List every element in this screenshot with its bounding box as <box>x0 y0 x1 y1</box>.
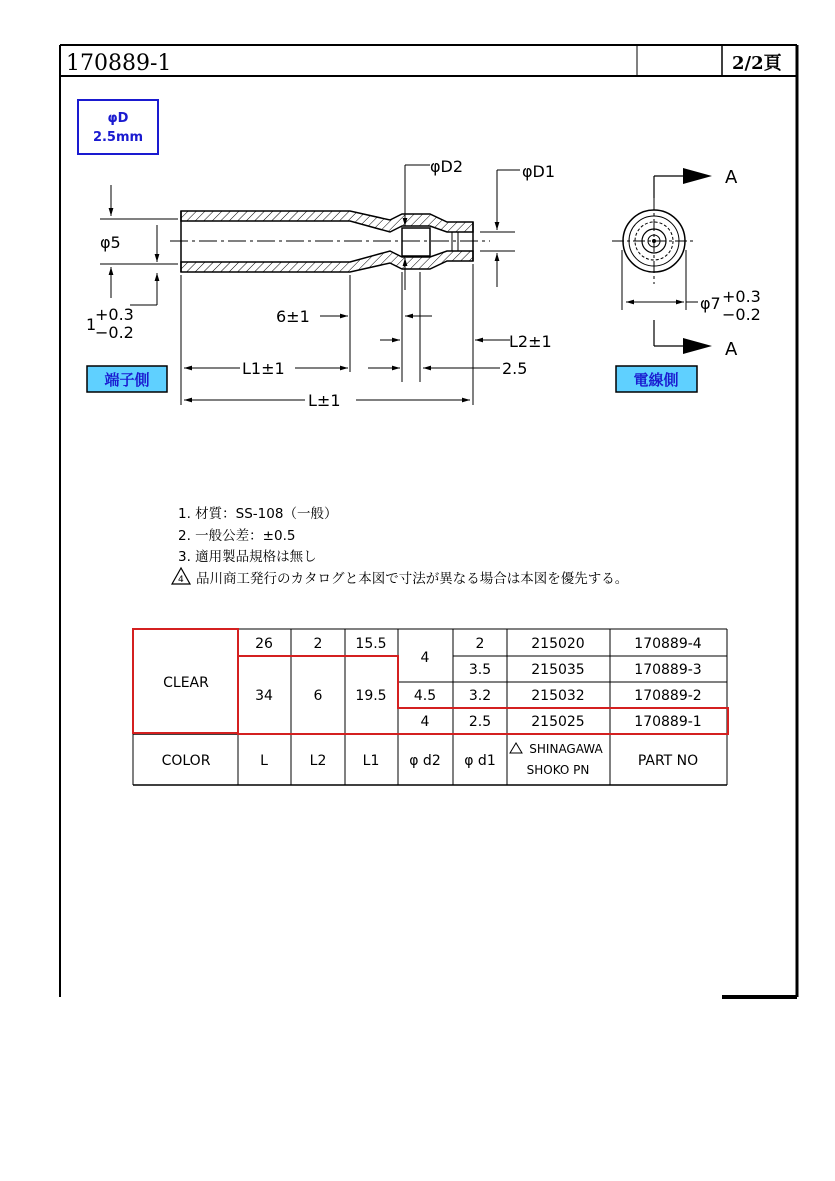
wire-side-badge <box>616 366 697 392</box>
side-view <box>170 211 490 272</box>
row2-part: 170889-3 <box>634 662 702 678</box>
row3-pn: 215032 <box>531 688 585 704</box>
dim-6-label: 6±1 <box>276 307 310 326</box>
tol-1-plus: +0.3 <box>95 305 134 324</box>
row2-d1: 3.5 <box>468 662 492 678</box>
row4-pn: 215025 <box>531 714 585 730</box>
table-row: 26 <box>255 636 273 652</box>
header-l1: L1 <box>362 753 380 769</box>
row2-l2: 6 <box>313 688 323 704</box>
tol-1-base: 1 <box>86 315 97 334</box>
header-d2: φ d2 <box>409 753 441 769</box>
header-l2: L2 <box>309 753 327 769</box>
drawing-frame <box>60 45 797 997</box>
page-indicator: 2/2頁 <box>732 53 782 74</box>
row4-part: 170889-1 <box>634 714 702 730</box>
header-shinagawa-2: SHOKO PN <box>526 763 590 777</box>
row2-pn: 215035 <box>531 662 585 678</box>
badge-symbol: φD <box>107 111 129 126</box>
row1-d1: 2 <box>475 636 485 652</box>
inner-bore-ring <box>402 228 430 256</box>
badge-value: 2.5mm <box>92 130 144 145</box>
dim-l-label: L±1 <box>308 391 341 410</box>
header-part: PART NO <box>637 753 699 769</box>
row2-l1: 19.5 <box>355 688 387 704</box>
row1-pn: 215020 <box>531 636 585 652</box>
row4-d1: 2.5 <box>468 714 492 730</box>
header-l: L <box>260 753 268 769</box>
table-cells <box>162 636 702 777</box>
note-4: 品川商工発行のカタログと本図で寸法が異なる場合は本図を優先する。 <box>196 571 629 587</box>
dim-l1-label: L1±1 <box>242 359 285 378</box>
row1-d2: 4 <box>420 650 430 666</box>
header-shinagawa-1: SHINAGAWA <box>529 742 603 756</box>
notes <box>172 505 628 587</box>
row1-l1: 15.5 <box>355 636 387 652</box>
end-view <box>612 168 712 354</box>
note-3: 3. 適用製品規格は無し <box>178 549 317 565</box>
warning-digit: 4 <box>178 575 184 585</box>
row2-l: 34 <box>255 688 273 704</box>
row4-d2: 4 <box>420 714 430 730</box>
tol-1-minus: −0.2 <box>95 323 134 342</box>
tol-7-minus: −0.2 <box>722 305 761 324</box>
dim-d2-label: φD2 <box>430 157 464 176</box>
header-d1: φ d1 <box>464 753 496 769</box>
drawing-number: 170889-1 <box>66 51 172 76</box>
dim-25-label: 2.5 <box>502 359 528 378</box>
terminal-side-label: 端子側 <box>104 371 150 389</box>
note-1: 1. 材質：SS-108（一般） <box>178 506 338 522</box>
warning-triangle-icon <box>510 743 522 753</box>
row3-d1: 3.2 <box>468 688 492 704</box>
row1-l2: 2 <box>313 636 323 652</box>
terminal-side-badge <box>87 366 167 392</box>
row1-part: 170889-4 <box>634 636 702 652</box>
color-value: CLEAR <box>163 675 209 691</box>
dim-d1-label: φD1 <box>522 162 556 181</box>
dim-l2-label: L2±1 <box>509 332 552 351</box>
dim-phi7-label: φ7 <box>700 294 721 313</box>
section-a-bottom: A <box>725 339 738 360</box>
diameter-badge <box>78 100 158 154</box>
row3-part: 170889-2 <box>634 688 702 704</box>
header-color: COLOR <box>161 753 211 769</box>
tol-7-plus: +0.3 <box>722 287 761 306</box>
row3-d2: 4.5 <box>413 688 437 704</box>
dim-d5-label: φ5 <box>100 233 121 252</box>
note-2: 2. 一般公差：±0.5 <box>178 528 296 544</box>
wire-side-label: 電線側 <box>633 371 679 389</box>
section-a-top: A <box>725 167 738 188</box>
